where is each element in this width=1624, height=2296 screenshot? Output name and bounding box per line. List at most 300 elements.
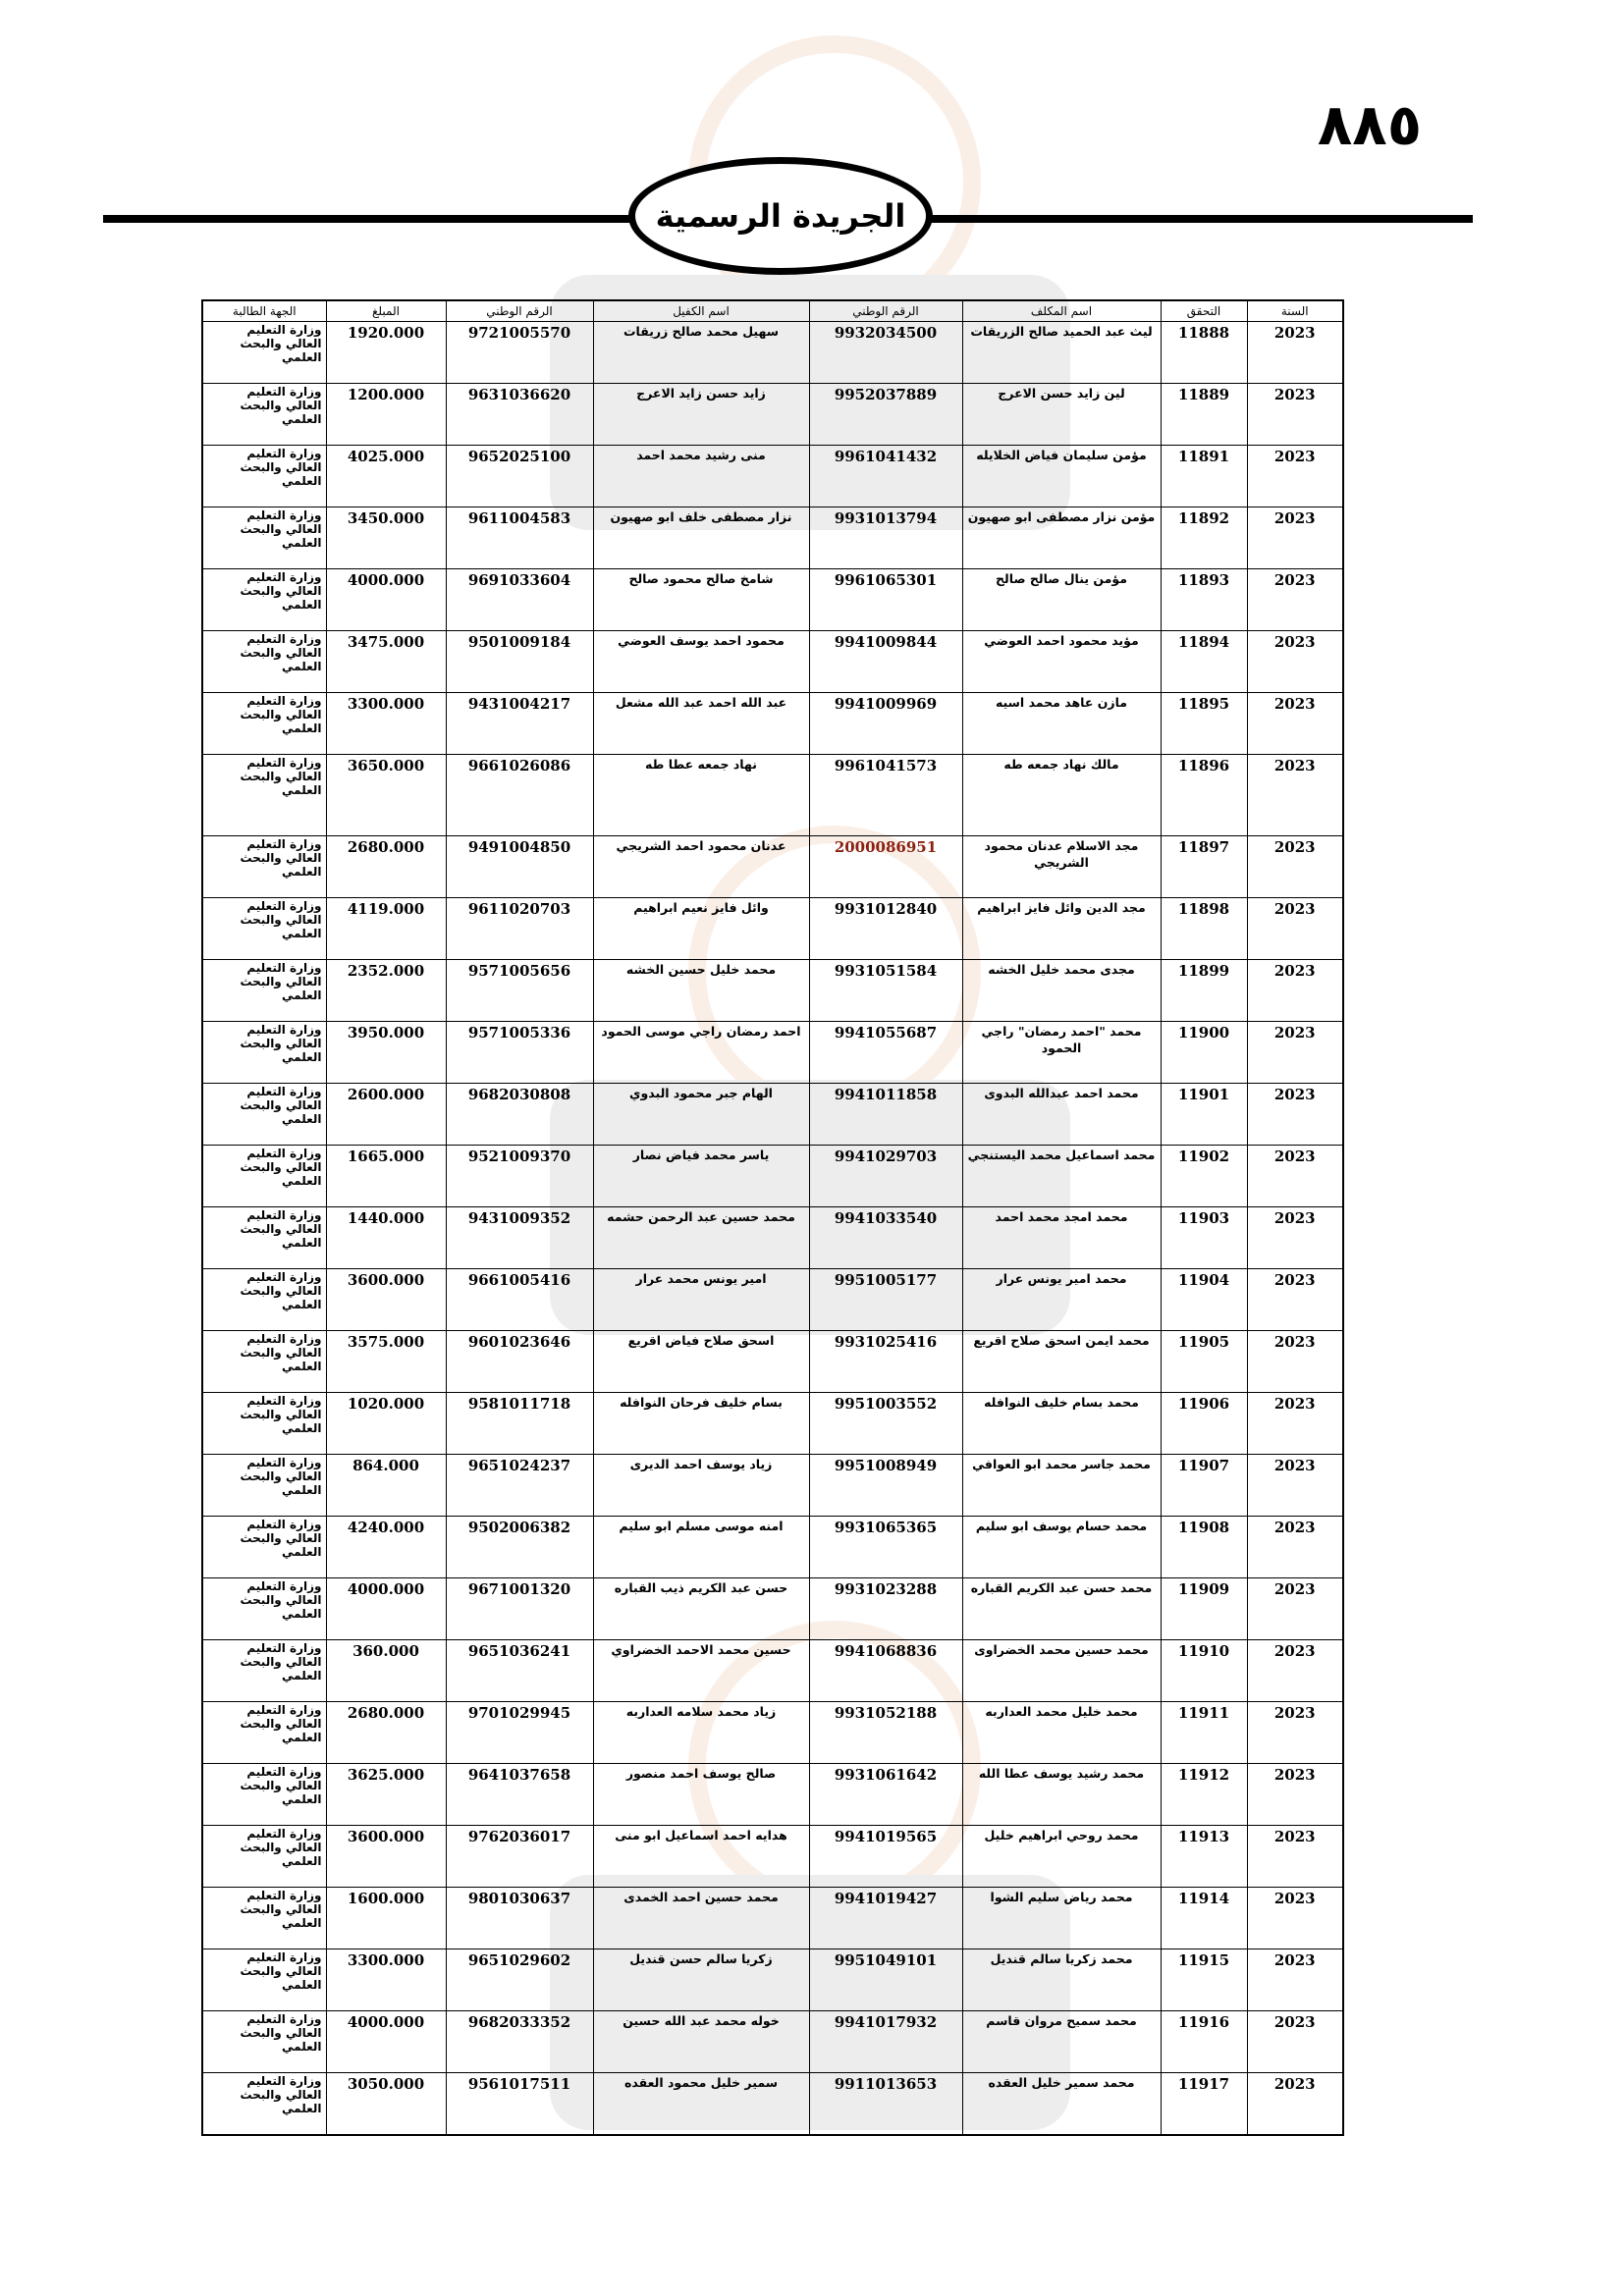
header-verification: التحقق (1161, 300, 1247, 322)
table-cell-claimant (202, 384, 326, 446)
table-cell-year (1247, 1578, 1343, 1640)
table-cell-national-id-text: 9941011858 (834, 1086, 938, 1103)
table-cell-national-id-text: 9931065365 (834, 1519, 938, 1536)
table-cell-guarantor-national-id-text: 9671001320 (467, 1580, 571, 1598)
table-cell-claimant (202, 1888, 326, 1949)
table-cell-year (1247, 631, 1343, 693)
table-cell-amount-text: 3600.000 (347, 1828, 425, 1845)
table-cell-verification-text: 11912 (1177, 1766, 1230, 1784)
table-cell-guarantor-name-text: زكريا سالم حسن قنديل (629, 1951, 773, 1966)
table-cell-amount (326, 446, 446, 507)
table-cell-national-id-text: 9951003552 (834, 1395, 938, 1413)
header-guarantor-name: اسم الكفيل (593, 300, 809, 322)
table-cell-amount-text: 3950.000 (347, 1024, 425, 1041)
table-cell-claimant-text: وزارة التعليم العالي والبحث العلمي (240, 1394, 322, 1435)
table-cell-guarantor-national-id (446, 755, 593, 836)
table-cell-claimant (202, 960, 326, 1022)
table-cell-year-text: 2023 (1273, 1024, 1316, 1041)
table-cell-guarantor-national-id (446, 1578, 593, 1640)
table-cell-verification (1161, 569, 1247, 631)
table-cell-guarantor-national-id (446, 1269, 593, 1331)
table-cell-verification (1161, 1826, 1247, 1888)
table-cell-amount (326, 1022, 446, 1084)
table-cell-guarantor-national-id-text: 9651029602 (467, 1951, 571, 1969)
table-cell-verification (1161, 1022, 1247, 1084)
table-cell-obligor-name (962, 1949, 1161, 2011)
table-cell-guarantor-name (593, 755, 809, 836)
table-cell-guarantor-national-id-text: 9661005416 (467, 1271, 571, 1289)
table-cell-obligor-name (962, 1207, 1161, 1269)
table-row (202, 1331, 1343, 1393)
table-cell-obligor-name (962, 631, 1161, 693)
table-cell-obligor-name (962, 960, 1161, 1022)
table-cell-obligor-name-text: محمد حسام يوسف ابو سليم (975, 1519, 1148, 1533)
table-cell-national-id-text: 9931052188 (834, 1704, 938, 1722)
table-cell-amount-text: 4000.000 (347, 571, 425, 589)
table-cell-amount-text: 1200.000 (347, 386, 425, 403)
table-cell-year (1247, 755, 1343, 836)
table-cell-verification (1161, 1207, 1247, 1269)
table-cell-national-id-text: 9941017932 (834, 2013, 938, 2031)
table-cell-guarantor-national-id-text: 9601023646 (467, 1333, 571, 1351)
table-cell-amount-text: 4025.000 (347, 448, 425, 465)
table-cell-claimant-text: وزارة التعليم العالي والبحث العلمي (240, 1641, 322, 1682)
table-row (202, 507, 1343, 569)
table-cell-amount (326, 384, 446, 446)
table-cell-guarantor-name-text: اسحق صلاح فياض اقريع (627, 1333, 775, 1348)
table-cell-national-id-text: 9951049101 (834, 1951, 938, 1969)
table-cell-verification (1161, 446, 1247, 507)
table-cell-amount (326, 1826, 446, 1888)
table-cell-year-text: 2023 (1273, 838, 1316, 856)
table-cell-year-text: 2023 (1273, 1766, 1316, 1784)
table-cell-obligor-name-text: مؤيد محمود احمد العوضي (984, 633, 1139, 648)
table-cell-guarantor-national-id-text: 9611020703 (467, 900, 571, 918)
table-cell-verification-text: 11893 (1177, 571, 1230, 589)
table-cell-year-text: 2023 (1273, 1704, 1316, 1722)
table-row (202, 1888, 1343, 1949)
table-cell-amount (326, 631, 446, 693)
table-cell-claimant-text: وزارة التعليم العالي والبحث العلمي (240, 1270, 322, 1311)
table-cell-national-id (809, 631, 962, 693)
header-amount: المبلغ (326, 300, 446, 322)
table-cell-year (1247, 1331, 1343, 1393)
table-cell-national-id-text: 9932034500 (834, 324, 938, 342)
table-cell-verification-text: 11905 (1177, 1333, 1230, 1351)
table-cell-verification (1161, 1949, 1247, 2011)
table-cell-guarantor-name-text: امير يونس محمد عرار (635, 1271, 767, 1286)
table-cell-claimant-text: وزارة التعليم العالي والبحث العلمي (240, 1023, 322, 1064)
table-cell-guarantor-national-id-text: 9661026086 (467, 757, 571, 774)
table-cell-guarantor-national-id (446, 1640, 593, 1702)
table-cell-claimant (202, 1455, 326, 1517)
table-cell-guarantor-national-id-text: 9721005570 (467, 324, 571, 342)
table-cell-obligor-name (962, 1269, 1161, 1331)
table-cell-claimant (202, 693, 326, 755)
table-cell-guarantor-national-id-text: 9801030637 (467, 1890, 571, 1907)
table-cell-obligor-name-text: محمد رشيد يوسف عطا الله (978, 1766, 1145, 1781)
table-cell-verification (1161, 898, 1247, 960)
table-cell-guarantor-national-id-text: 9561017511 (467, 2075, 571, 2093)
header-claimant: الجهة الطالبة (202, 300, 326, 322)
table-cell-obligor-name (962, 384, 1161, 446)
table-cell-guarantor-name (593, 1826, 809, 1888)
table-row (202, 693, 1343, 755)
table-cell-guarantor-national-id (446, 631, 593, 693)
table-cell-claimant-text: وزارة التعليم العالي والبحث العلمي (240, 694, 322, 735)
table-cell-amount (326, 693, 446, 755)
table-cell-guarantor-national-id (446, 1702, 593, 1764)
table-cell-year (1247, 507, 1343, 569)
table-cell-guarantor-national-id (446, 1764, 593, 1826)
table-cell-verification-text: 11916 (1177, 2013, 1230, 2031)
table-cell-guarantor-national-id (446, 1888, 593, 1949)
table-cell-amount (326, 1888, 446, 1949)
table-cell-verification-text: 11896 (1177, 757, 1230, 774)
table-cell-claimant-text: وزارة التعليم العالي والبحث العلمي (240, 1889, 322, 1930)
table-cell-national-id-text: 9931012840 (834, 900, 938, 918)
table-row (202, 1455, 1343, 1517)
gazette-title: الجريدة الرسمية (655, 197, 906, 235)
table-cell-amount-text: 3450.000 (347, 509, 425, 527)
table-cell-year (1247, 384, 1343, 446)
table-row (202, 836, 1343, 898)
table-row (202, 2073, 1343, 2136)
table-cell-amount (326, 1455, 446, 1517)
table-cell-national-id (809, 1949, 962, 2011)
table-cell-guarantor-national-id-text: 9491004850 (467, 838, 571, 856)
header-year: السنة (1247, 300, 1343, 322)
table-cell-national-id-text: 9931051584 (834, 962, 938, 980)
table-cell-national-id (809, 2011, 962, 2073)
table-cell-year-text: 2023 (1273, 386, 1316, 403)
table-cell-claimant (202, 836, 326, 898)
table-cell-verification-text: 11892 (1177, 509, 1230, 527)
table-cell-verification-text: 11897 (1177, 838, 1230, 856)
table-row (202, 1826, 1343, 1888)
table-cell-obligor-name (962, 693, 1161, 755)
table-cell-year (1247, 1702, 1343, 1764)
table-cell-guarantor-national-id (446, 960, 593, 1022)
table-cell-verification-text: 11913 (1177, 1828, 1230, 1845)
table-cell-guarantor-national-id-text: 9631036620 (467, 386, 571, 403)
table-cell-claimant (202, 1517, 326, 1578)
table-row (202, 755, 1343, 836)
table-cell-amount (326, 1578, 446, 1640)
table-cell-year-text: 2023 (1273, 1642, 1316, 1660)
table-cell-guarantor-national-id-text: 9501009184 (467, 633, 571, 651)
table-cell-guarantor-national-id-text: 9431009352 (467, 1209, 571, 1227)
table-cell-amount (326, 1517, 446, 1578)
table-row (202, 384, 1343, 446)
table-cell-obligor-name-text: محمد حسين محمد الخضراوى (974, 1642, 1149, 1657)
table-cell-guarantor-name-text: بسام خليف فرحان النوافله (620, 1395, 783, 1410)
table-cell-obligor-name (962, 1640, 1161, 1702)
table-cell-amount (326, 2011, 446, 2073)
table-cell-amount-text: 3575.000 (347, 1333, 425, 1351)
table-cell-amount-text: 2680.000 (347, 1704, 425, 1722)
table-container (201, 299, 1342, 2136)
table-cell-amount (326, 1393, 446, 1455)
table-cell-guarantor-name-text: سمير خليل محمود العقده (624, 2075, 778, 2090)
table-cell-guarantor-national-id (446, 1393, 593, 1455)
table-cell-claimant (202, 322, 326, 384)
table-cell-obligor-name-text: محمد روحي ابراهيم خليل (984, 1828, 1139, 1842)
table-cell-obligor-name (962, 898, 1161, 960)
table-cell-guarantor-name (593, 384, 809, 446)
table-cell-guarantor-national-id-text: 9611004583 (467, 509, 571, 527)
table-cell-guarantor-name-text: خوله محمد عبد الله حسين (623, 2013, 780, 2028)
table-cell-verification (1161, 836, 1247, 898)
table-cell-obligor-name (962, 1888, 1161, 1949)
table-cell-claimant-text: وزارة التعليم العالي والبحث العلمي (240, 385, 322, 426)
table-cell-guarantor-national-id (446, 1517, 593, 1578)
table-cell-national-id (809, 384, 962, 446)
table-cell-amount-text: 3475.000 (347, 633, 425, 651)
table-cell-claimant-text: وزارة التعليم العالي والبحث العلمي (240, 1703, 322, 1744)
table-cell-year-text: 2023 (1273, 1828, 1316, 1845)
table-cell-amount-text: 1020.000 (347, 1395, 425, 1413)
table-cell-guarantor-name (593, 322, 809, 384)
table-cell-guarantor-name (593, 693, 809, 755)
table-cell-year-text: 2023 (1273, 1951, 1316, 1969)
table-cell-amount-text: 3050.000 (347, 2075, 425, 2093)
table-cell-national-id-text: 9941019565 (834, 1828, 938, 1845)
table-cell-verification-text: 11901 (1177, 1086, 1230, 1103)
gazette-title-oval (628, 157, 933, 275)
table-cell-amount (326, 1146, 446, 1207)
table-cell-verification (1161, 693, 1247, 755)
table-cell-verification-text: 11915 (1177, 1951, 1230, 1969)
table-cell-amount-text: 2680.000 (347, 838, 425, 856)
table-cell-year (1247, 1640, 1343, 1702)
table-cell-verification-text: 11904 (1177, 1271, 1230, 1289)
table-cell-year (1247, 1826, 1343, 1888)
table-cell-claimant-text: وزارة التعليم العالي والبحث العلمي (240, 1208, 322, 1250)
table-body (202, 322, 1343, 2136)
table-cell-verification (1161, 755, 1247, 836)
table-cell-verification-text: 11894 (1177, 633, 1230, 651)
table-header-row (202, 300, 1343, 322)
table-row (202, 898, 1343, 960)
table-cell-claimant-text: وزارة التعليم العالي والبحث العلمي (240, 1332, 322, 1373)
table-cell-claimant-text: وزارة التعليم العالي والبحث العلمي (240, 570, 322, 612)
table-cell-claimant (202, 1826, 326, 1888)
table-cell-guarantor-name-text: سهيل محمد صالح زريقات (623, 324, 780, 339)
table-cell-guarantor-national-id-text: 9682030808 (467, 1086, 571, 1103)
table-cell-amount (326, 1084, 446, 1146)
table-cell-claimant-text: وزارة التعليم العالي والبحث العلمي (240, 1085, 322, 1126)
table-cell-obligor-name-text: ليث عبد الحميد صالح الزريقات (970, 324, 1153, 339)
table-cell-guarantor-national-id (446, 2011, 593, 2073)
table-cell-guarantor-name (593, 1269, 809, 1331)
table-cell-national-id (809, 1640, 962, 1702)
table-cell-obligor-name-text: مجد الدين وائل فايز ابراهيم (977, 900, 1146, 915)
table-cell-amount-text: 2352.000 (347, 962, 425, 980)
table-cell-guarantor-national-id-text: 9571005656 (467, 962, 571, 980)
table-cell-verification-text: 11917 (1177, 2075, 1230, 2093)
table-cell-guarantor-national-id-text: 9431004217 (467, 695, 571, 713)
table-cell-guarantor-name (593, 836, 809, 898)
table-cell-claimant (202, 1393, 326, 1455)
table-cell-national-id (809, 1207, 962, 1269)
table-cell-obligor-name (962, 507, 1161, 569)
table-cell-verification-text: 11903 (1177, 1209, 1230, 1227)
table-cell-amount-text: 4000.000 (347, 2013, 425, 2031)
table-cell-guarantor-name (593, 1331, 809, 1393)
table-cell-year-text: 2023 (1273, 1395, 1316, 1413)
table-cell-year-text: 2023 (1273, 571, 1316, 589)
table-cell-guarantor-name (593, 1393, 809, 1455)
table-cell-national-id-text: 9941055687 (834, 1024, 938, 1041)
table-cell-guarantor-name-text: منى رشيد محمد احمد (636, 448, 766, 462)
table-cell-guarantor-national-id-text: 9682033352 (467, 2013, 571, 2031)
table-cell-amount-text: 3300.000 (347, 695, 425, 713)
table-cell-amount (326, 1702, 446, 1764)
table-cell-claimant-text: وزارة التعليم العالي والبحث العلمي (240, 1518, 322, 1559)
table-cell-year (1247, 1393, 1343, 1455)
table-cell-amount (326, 1207, 446, 1269)
table-cell-claimant (202, 1702, 326, 1764)
table-cell-national-id-text: 9941033540 (834, 1209, 938, 1227)
table-cell-verification-text: 11902 (1177, 1148, 1230, 1165)
table-cell-year-text: 2023 (1273, 757, 1316, 774)
table-cell-national-id-text: 9931061642 (834, 1766, 938, 1784)
table-cell-year-text: 2023 (1273, 1271, 1316, 1289)
table-cell-guarantor-national-id (446, 1207, 593, 1269)
table-cell-year (1247, 1517, 1343, 1578)
table-cell-verification (1161, 1702, 1247, 1764)
table-cell-guarantor-national-id-text: 9502006382 (467, 1519, 571, 1536)
table-cell-guarantor-name-text: زياد يوسف احمد الديرى (629, 1457, 773, 1471)
table-cell-verification (1161, 507, 1247, 569)
table-cell-guarantor-national-id (446, 1022, 593, 1084)
table-row (202, 2011, 1343, 2073)
table-cell-guarantor-name-text: عدنان محمود احمد الشريجي (616, 838, 786, 853)
table-cell-claimant-text: وزارة التعليم العالي والبحث العلمي (240, 1950, 322, 1992)
table-cell-guarantor-name (593, 446, 809, 507)
table-cell-year-text: 2023 (1273, 900, 1316, 918)
table-cell-national-id (809, 507, 962, 569)
table-cell-claimant (202, 1146, 326, 1207)
table-cell-year-text: 2023 (1273, 1457, 1316, 1474)
table-cell-claimant (202, 1764, 326, 1826)
table-cell-claimant (202, 1207, 326, 1269)
table-cell-national-id-text: 9951008949 (834, 1457, 938, 1474)
table-cell-claimant-text: وزارة التعليم العالي والبحث العلمي (240, 632, 322, 673)
table-cell-obligor-name (962, 1331, 1161, 1393)
table-cell-year (1247, 960, 1343, 1022)
table-cell-national-id (809, 1826, 962, 1888)
table-cell-verification (1161, 1640, 1247, 1702)
table-cell-claimant-text: وزارة التعليم العالي والبحث العلمي (240, 961, 322, 1002)
table-cell-guarantor-national-id (446, 1455, 593, 1517)
table-cell-obligor-name-text: محمد امير يونس عرار (996, 1271, 1127, 1286)
table-cell-guarantor-name (593, 1084, 809, 1146)
table-cell-verification (1161, 322, 1247, 384)
header-obligor-name: اسم المكلف (962, 300, 1161, 322)
table-cell-guarantor-name (593, 1888, 809, 1949)
table-cell-obligor-name-text: مجدى محمد خليل الخشه (988, 962, 1135, 977)
table-cell-guarantor-name-text: نهاد جمعه عطا طه (645, 757, 757, 772)
table-cell-year (1247, 898, 1343, 960)
header-rule-left (103, 215, 636, 223)
table-cell-obligor-name (962, 2073, 1161, 2136)
table-cell-year-text: 2023 (1273, 2013, 1316, 2031)
table-cell-guarantor-name-text: محمد حسين عبد الرحمن حشمه (607, 1209, 795, 1224)
table-cell-national-id-text: 2000086951 (834, 838, 938, 856)
table-cell-claimant (202, 1640, 326, 1702)
table-cell-amount (326, 898, 446, 960)
table-cell-guarantor-national-id (446, 384, 593, 446)
table-row (202, 1578, 1343, 1640)
table-cell-verification-text: 11888 (1177, 324, 1230, 342)
table-cell-obligor-name-text: محمد احمد عبدالله البدوى (984, 1086, 1139, 1100)
table-cell-national-id (809, 1455, 962, 1517)
table-cell-verification (1161, 1393, 1247, 1455)
table-cell-year (1247, 1949, 1343, 2011)
table-cell-claimant-text: وزارة التعليم العالي والبحث العلمي (240, 1765, 322, 1806)
table-cell-year (1247, 1455, 1343, 1517)
table-cell-obligor-name (962, 1084, 1161, 1146)
table-cell-guarantor-name-text: حسين محمد الاحمد الخضراوي (611, 1642, 791, 1657)
table-cell-claimant-text: وزارة التعليم العالي والبحث العلمي (240, 1456, 322, 1497)
table-cell-guarantor-national-id (446, 836, 593, 898)
table-cell-year (1247, 446, 1343, 507)
table-cell-national-id-text: 9941029703 (834, 1148, 938, 1165)
table-cell-obligor-name-text: محمد سمير خليل العقده (988, 2075, 1135, 2090)
table-cell-guarantor-name (593, 1578, 809, 1640)
table-cell-claimant-text: وزارة التعليم العالي والبحث العلمي (240, 447, 322, 488)
table-cell-obligor-name-text: محمد رياض سليم الشوا (990, 1890, 1133, 1904)
table-cell-national-id (809, 1578, 962, 1640)
table-cell-verification-text: 11895 (1177, 695, 1230, 713)
table-cell-national-id-text: 9931013794 (834, 509, 938, 527)
table-cell-national-id (809, 446, 962, 507)
table-cell-year-text: 2023 (1273, 2075, 1316, 2093)
table-row (202, 1084, 1343, 1146)
table-cell-year (1247, 1269, 1343, 1331)
table-cell-claimant-text: وزارة التعليم العالي والبحث العلمي (240, 1827, 322, 1868)
page-number: ٨٨٥ (1317, 91, 1423, 158)
table-cell-obligor-name (962, 755, 1161, 836)
table-cell-guarantor-national-id-text: 9762036017 (467, 1828, 571, 1845)
table-cell-national-id (809, 1146, 962, 1207)
table-cell-guarantor-name-text: زايد حسن زايد الاعرج (636, 386, 766, 400)
table-row (202, 1517, 1343, 1578)
table-cell-claimant (202, 898, 326, 960)
table-cell-obligor-name (962, 1146, 1161, 1207)
table-cell-verification-text: 11900 (1177, 1024, 1230, 1041)
table-row (202, 631, 1343, 693)
table-cell-guarantor-name (593, 1146, 809, 1207)
table-cell-year (1247, 1888, 1343, 1949)
table-cell-guarantor-name-text: احمد رمضان راجي موسى الحمود (601, 1024, 801, 1039)
table-cell-verification (1161, 1146, 1247, 1207)
table-cell-amount (326, 1949, 446, 2011)
table-cell-amount (326, 755, 446, 836)
table-cell-claimant-text: وزارة التعليم العالي والبحث العلمي (240, 508, 322, 550)
table-cell-verification (1161, 1269, 1247, 1331)
table-cell-national-id (809, 569, 962, 631)
table-cell-amount-text: 1920.000 (347, 324, 425, 342)
table-cell-claimant-text: وزارة التعليم العالي والبحث العلمي (240, 899, 322, 940)
table-cell-amount (326, 1331, 446, 1393)
table-cell-guarantor-name (593, 1764, 809, 1826)
table-cell-year-text: 2023 (1273, 633, 1316, 651)
table-cell-amount (326, 1764, 446, 1826)
table-cell-obligor-name-text: محمد سميح مروان قاسم (986, 2013, 1137, 2028)
